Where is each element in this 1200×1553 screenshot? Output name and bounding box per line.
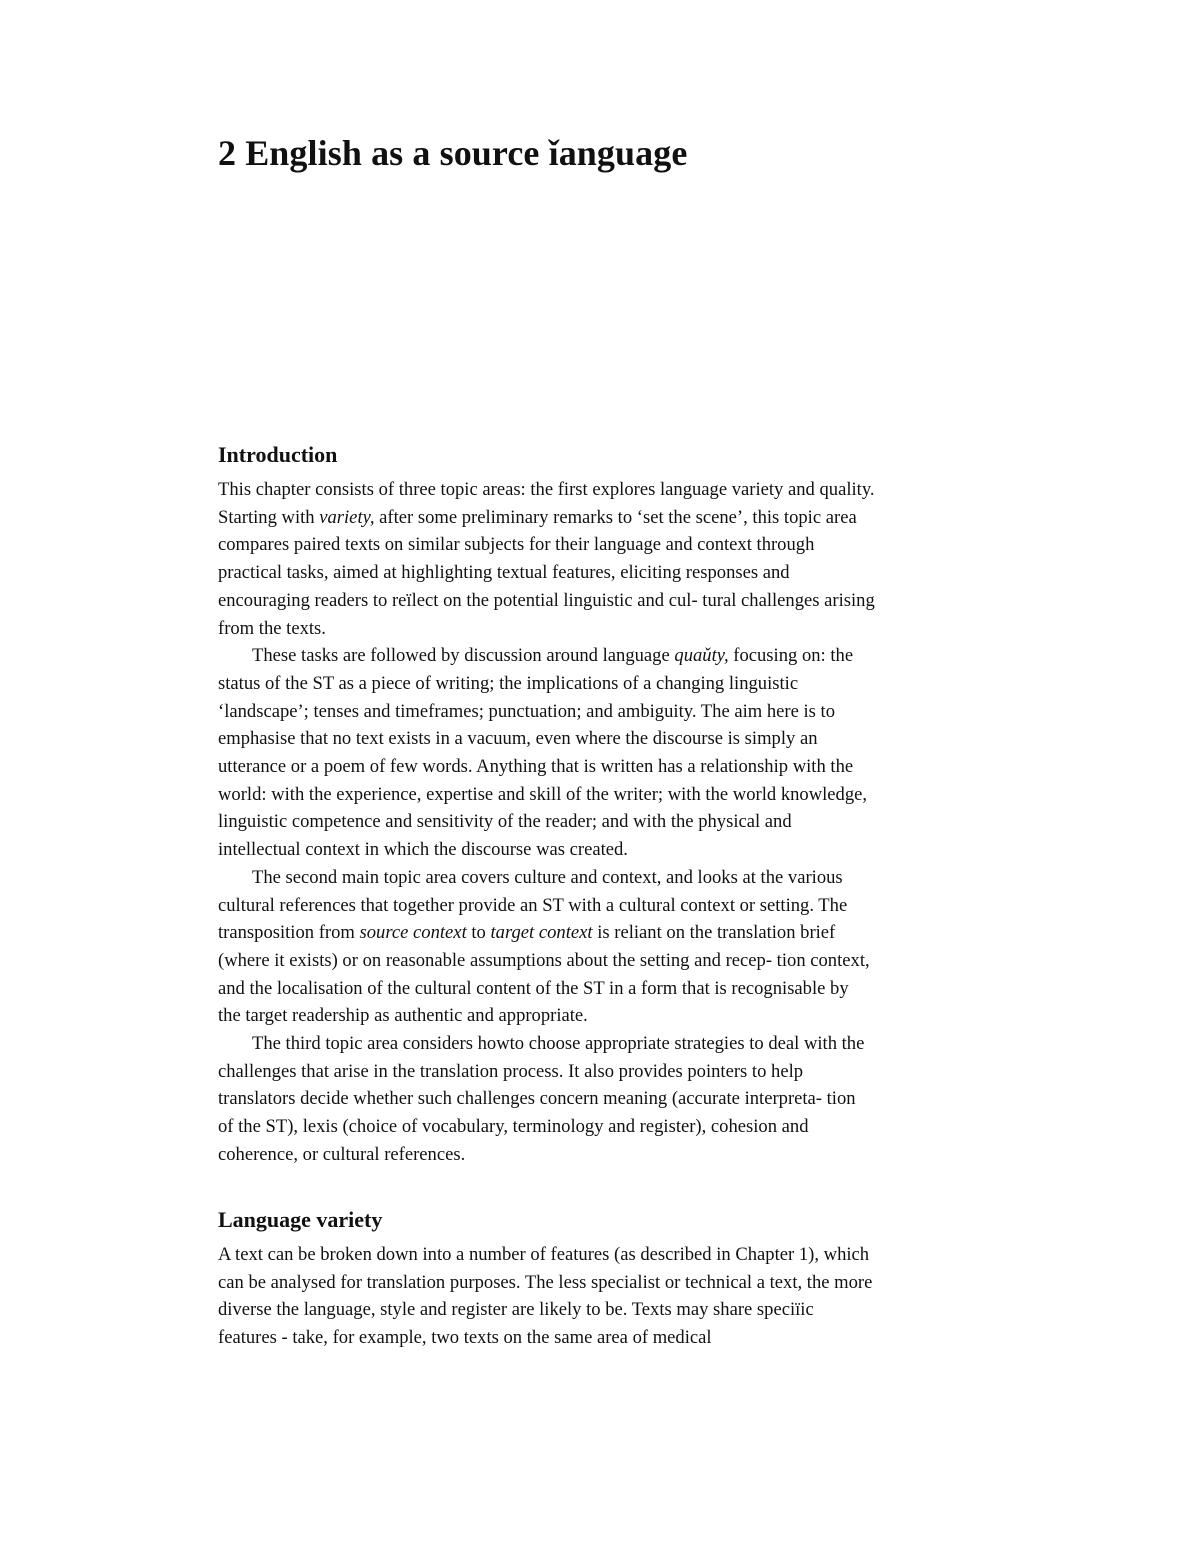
- text-line: A text can be broken down into a number of features (as described in Chapter 1), which: [218, 1244, 870, 1265]
- text-line: emphasise that no text exists in a vacuum, even where the discourse is simply an: [218, 728, 818, 750]
- text-line: diverse the language, style and register are likely to be. Texts may share speciïic: [218, 1299, 814, 1321]
- text-line: coherence, or cultural references.: [218, 1143, 466, 1165]
- text-line: cultural references that together provide an ST with a cultural context or setting. The: [218, 894, 848, 916]
- intro-paragraph-2: [218, 642, 988, 864]
- text-line: This chapter consists of three topic areas: the first explores language variety and quality.: [218, 479, 875, 500]
- text-line: world: with the experience, expertise and skill of the writer; with the world knowledge,: [218, 783, 868, 805]
- text-line: encouraging readers to reïlect on the potential linguistic and cul- tural challenges arising: [218, 589, 875, 611]
- text-line: practical tasks, aimed at highlighting textual features, eliciting responses and: [218, 562, 790, 584]
- intro-paragraph-4: [218, 1030, 988, 1169]
- text-line: and the localisation of the cultural content of the ST in a form that is recognisable by: [218, 977, 849, 999]
- text-line: The second main topic area covers culture and context, and looks at the various: [252, 866, 843, 888]
- text-line: the target readership as authentic and appropriate.: [218, 1005, 588, 1027]
- text-line: (where it exists) or on reasonable assumptions about the setting and recep- tion context,: [218, 949, 870, 971]
- text-line: translators decide whether such challenges concern meaning (accurate interpreta- tion: [218, 1088, 856, 1110]
- variety-paragraph-1: [218, 1241, 988, 1352]
- text-line: Starting with variety, after some preliminary remarks to ‘set the scene’, this topic area: [218, 506, 857, 528]
- document-page: [218, 128, 988, 1349]
- text-line: can be analysed for translation purposes. The less specialist or technical a text, the more: [218, 1271, 873, 1293]
- intro-paragraph-3: [218, 864, 988, 1030]
- text-line: ‘landscape’; tenses and timeframes; punctuation; and ambiguity. The aim here is to: [218, 700, 836, 722]
- text-line: of the ST), lexis (choice of vocabulary, terminology and register), cohesion and: [218, 1116, 809, 1138]
- text-line: These tasks are followed by discussion around language quaǔty, focusing on: the: [252, 645, 854, 667]
- text-line: transposition from source context to target context is reliant on the translation brief: [218, 922, 836, 944]
- emphasis-source-context: source context: [359, 922, 467, 944]
- text-line: utterance or a poem of few words. Anything that is written has a relationship with the: [218, 756, 854, 778]
- language-variety-heading: Language variety: [218, 1207, 383, 1232]
- text-line: status of the ST as a piece of writing; the implications of a changing linguistic: [218, 672, 799, 694]
- intro-paragraph-1: [218, 476, 988, 642]
- text-line: The third topic area considers howto choose appropriate strategies to deal with the: [252, 1033, 865, 1055]
- text-line: linguistic competence and sensitivity of the reader; and with the physical and: [218, 811, 792, 833]
- language-variety-section: [218, 1205, 988, 1352]
- introduction-heading: Introduction: [218, 442, 338, 467]
- emphasis-target-context: target context: [490, 922, 593, 944]
- text-line: features - take, for example, two texts on the same area of medical: [218, 1327, 712, 1349]
- text-line: compares paired texts on similar subjects for their language and context through: [218, 534, 815, 556]
- emphasis-variety: variety,: [319, 506, 375, 528]
- introduction-section: [218, 440, 988, 1169]
- text-line: from the texts.: [218, 617, 326, 639]
- emphasis-quality: quaǔty,: [674, 645, 729, 667]
- text-line: intellectual context in which the discourse was created.: [218, 839, 628, 861]
- chapter-title: 2 English as a source ǐanguage: [218, 133, 688, 173]
- text-line: challenges that arise in the translation process. It also provides pointers to help: [218, 1060, 804, 1082]
